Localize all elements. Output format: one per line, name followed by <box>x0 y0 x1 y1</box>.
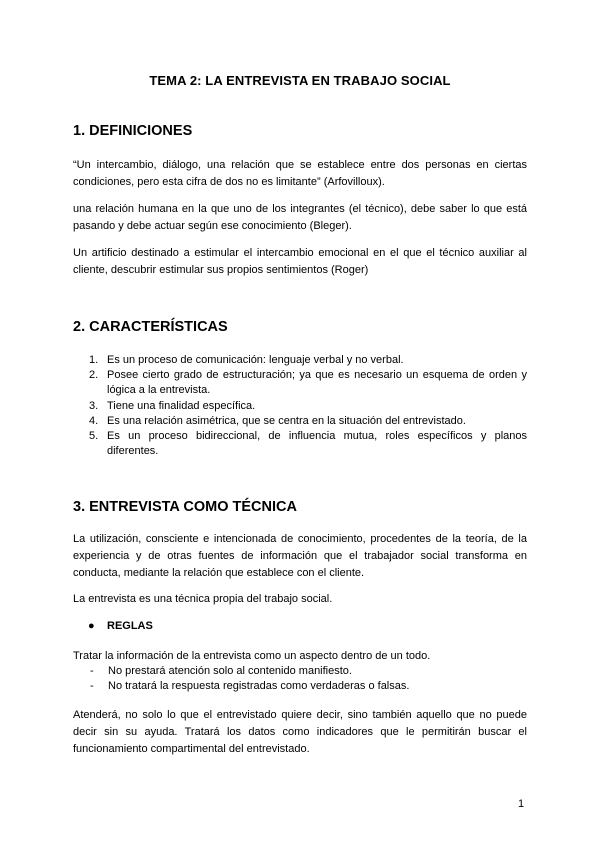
list-item-number: 1. <box>89 354 99 366</box>
list-item <box>73 368 527 398</box>
characteristics-list <box>73 353 527 459</box>
rules-label: REGLAS <box>107 620 153 632</box>
technique-paragraph-1: La utilización, consciente e intencionada de conocimiento, procedentes de la teoría, de la experiencia y de otras fuentes de información que el trabajador social transforma en conducta, mediante la relación que establece con el cliente. <box>73 533 527 579</box>
list-item <box>73 679 527 694</box>
list-item-text: No prestará atención solo al contenido manifiesto. <box>108 665 352 677</box>
list-item-text: No tratará la respuesta registradas como verdaderas o falsas. <box>108 680 410 692</box>
page-number: 1 <box>518 798 525 810</box>
dash-marker: - <box>90 680 94 692</box>
list-item-number: 4. <box>89 414 99 427</box>
rules-list <box>73 664 527 694</box>
list-item <box>73 399 527 414</box>
bullet-icon: ● <box>88 620 95 632</box>
list-item <box>73 414 527 429</box>
list-item <box>73 353 527 368</box>
technique-paragraph-2: La entrevista es una técnica propia del trabajo social. <box>73 593 333 605</box>
list-item-number: 3. <box>89 399 99 412</box>
list-item-text: Es un proceso bidireccional, de influencia mutua, roles específicos y planos diferentes. <box>107 430 527 458</box>
section-heading-caracteristicas: 2. CARACTERÍSTICAS <box>73 319 228 335</box>
list-item <box>73 664 527 679</box>
section-heading-entrevista-como-tecnica: 3. ENTREVISTA COMO TÉCNICA <box>73 499 297 515</box>
dash-marker: - <box>90 665 94 677</box>
list-item-text: Es una relación asimétrica, que se centra en la situación del entrevistado. <box>107 414 466 427</box>
closing-paragraph: Atenderá, no solo lo que el entrevistado quiere decir, sino también aquello que no puede decir sin su ayuda. Tratará los datos como indicadores que le permitirán buscar el funcionamiento compartimental del entrevistado. <box>73 709 527 755</box>
section-heading-definiciones: 1. DEFINICIONES <box>73 123 193 139</box>
document-title: TEMA 2: LA ENTREVISTA EN TRABAJO SOCIAL <box>149 73 451 88</box>
definition-paragraph-3: Un artificio destinado a estimular el intercambio emocional en el que el técnico auxiliar al cliente, descubrir estimular sus propios sentimientos (Roger) <box>73 247 527 276</box>
list-item-text: Es un proceso de comunicación: lenguaje verbal y no verbal. <box>107 354 404 366</box>
list-item-number: 5. <box>89 430 99 443</box>
definition-paragraph-2: una relación humana en la que uno de los integrantes (el técnico), debe saber lo que está pasando y debe actuar según ese conocimiento (Bleger). <box>73 203 527 232</box>
list-item-text: Tiene una finalidad específica. <box>107 399 256 412</box>
list-item-text: Posee cierto grado de estructuración; ya que es necesario un esquema de orden y lógica a la entrevista. <box>107 369 527 397</box>
definition-paragraph-1: “Un intercambio, diálogo, una relación que se establece entre dos personas en ciertas condiciones, pero esta cifra de dos no es limitante” (Arfovilloux). <box>73 159 527 188</box>
list-item-number: 2. <box>89 369 99 382</box>
list-item <box>73 429 527 459</box>
rules-intro: Tratar la información de la entrevista como un aspecto dentro de un todo. <box>73 650 431 662</box>
